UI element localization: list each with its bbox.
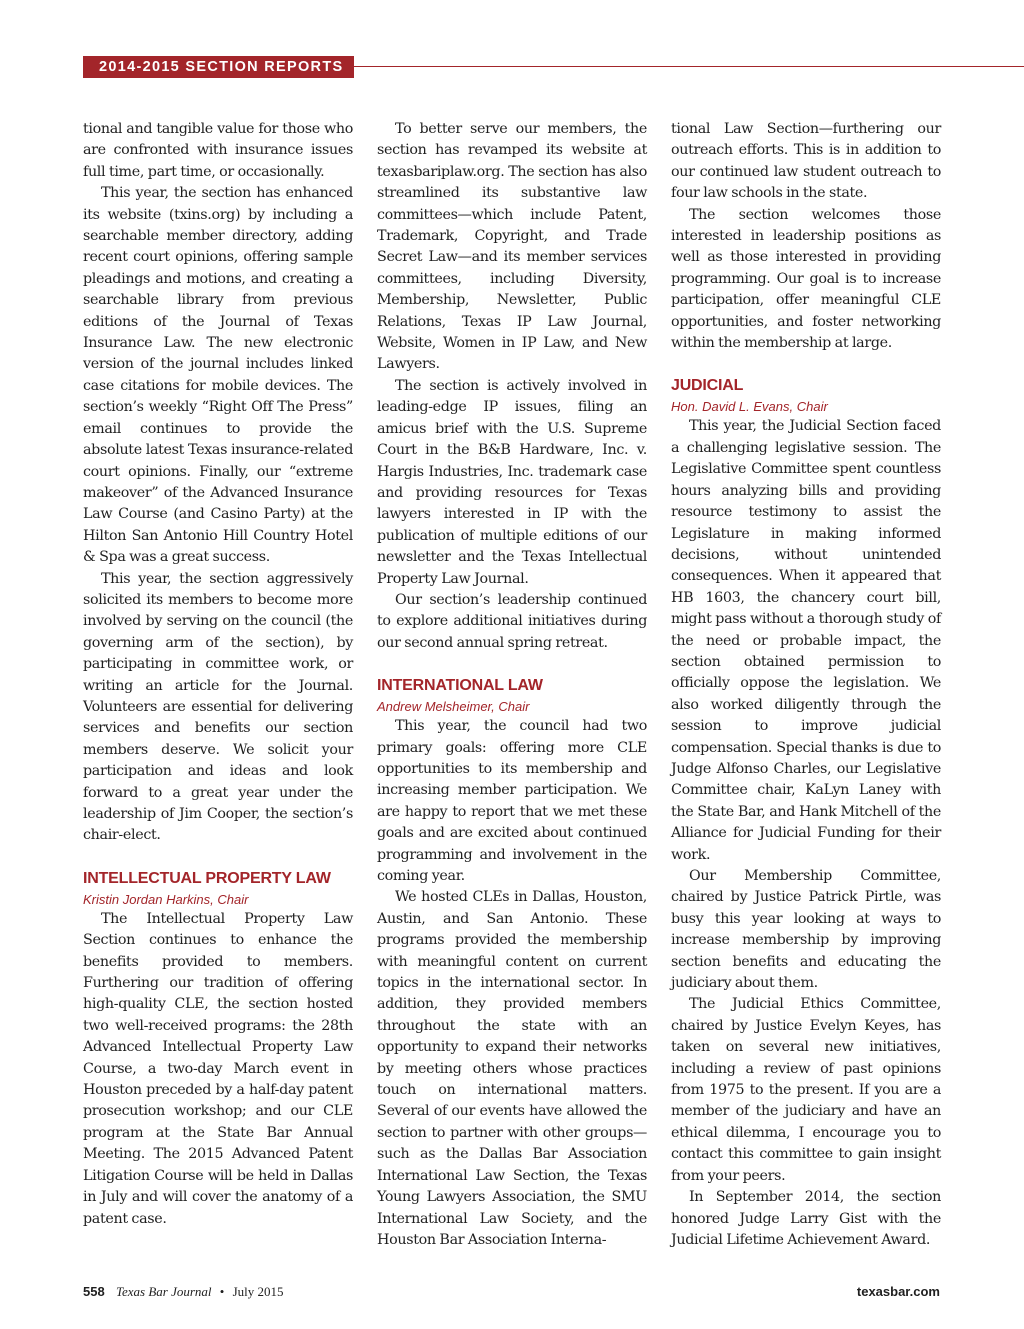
column-3 xyxy=(671,119,941,1251)
paragraph: The section is actively involved in leading-edge IP issues, filing an amicus brief with the U.S. Supreme Court in the B&B Hardware, Inc. v. Hargis Industries, Inc. trademark case and providing resources for Texas lawyers interested in IP with the publication of multiple editions of our newsletter and the Texas Intellectual Property Law Journal. xyxy=(377,377,647,587)
paragraph: Our Membership Committee, chaired by Justice Patrick Pirtle, was busy this year looking at ways to increase membership by improving section benefits and educating the judiciary about them. xyxy=(671,868,941,992)
paragraph: In September 2014, the section honored Judge Larry Gist with the Judicial Lifetime Achievement Award. xyxy=(671,1189,941,1248)
paragraph: We hosted CLEs in Dallas, Houston, Austin, and San Antonio. These programs provided the membership with meaningful content on current topics in the international sector. In addition, they provided members throughout the state with an opportunity to expand their networks by meeting others whose practices touch on international matters. Several of our events have allowed the section to partner with other groups—such as the Dallas Bar Association International Law Section, the Texas Young Lawyers Association, the SMU International Law Society, and the Houston Bar Association Interna- xyxy=(377,889,647,1248)
page-number: 558 xyxy=(83,1284,105,1299)
footer-left xyxy=(83,1284,284,1300)
paragraph: This year, the section aggressively solicited its members to become more involved by serving on the council (the governing arm of the section), by participating in committee work, or writing an article for the Journal. Volunteers are essential for delivering services and benefits our section members deserve. We solicit your participation and ideas and look forward to a great year under the leadership of Jim Cooper, the section’s chair-elect. xyxy=(83,570,353,844)
paragraph: tional and tangible value for those who are confronted with insurance issues full time, part time, or occasionally. xyxy=(83,121,353,180)
section-title-judicial: JUDICIAL xyxy=(671,377,744,395)
paragraph: The section welcomes those interested in leadership positions as well as those interested in providing programming. Our goal is to increase participation, offer meaningful CLE opportunities, and foster networking within the membership at large. xyxy=(671,206,941,352)
section-chair-intellectual-property: Kristin Jordan Harkins, Chair xyxy=(83,891,249,907)
issue-date: July 2015 xyxy=(232,1284,284,1299)
section-header-title: 2014-2015 SECTION REPORTS xyxy=(99,59,344,75)
section-header-band xyxy=(83,56,354,78)
bullet-separator: • xyxy=(219,1284,225,1299)
paragraph: Our section’s leadership continued to explore additional initiatives during our second annual spring retreat. xyxy=(377,591,647,651)
paragraph: This year, the section has enhanced its website (txins.org) by including a searchable member directory, adding recent court opinions, offering sample pleadings and motions, and creating a searchable library from previous editions of the Journal of Texas Insurance Law. The new electronic version of the journal includes linked case citations for mobile devices. The section’s weekly “Right Off The Press” email continues to provide the absolute latest Texas insurance-related court opinions. Finally, our “extreme makeover” of the Advanced Insurance Law Course (and Casino Party) at the Hilton San Antonio Hill Country Hotel & Spa was a great success. xyxy=(83,185,353,566)
header-rule xyxy=(354,66,1024,67)
section-title-intellectual-property: INTELLECTUAL PROPERTY LAW xyxy=(83,869,331,887)
section-title-international-law: INTERNATIONAL LAW xyxy=(377,677,543,695)
column-2 xyxy=(377,119,647,1251)
paragraph: The Judicial Ethics Committee, chaired by Justice Evelyn Keyes, has taken on several new initiatives, including a review of past opinions from 1975 to the present. If you are a member of the judiciary and have an ethical dilemma, I encourage you to contact this committee to gain insight from your peers. xyxy=(671,996,941,1184)
publication-name: Texas Bar Journal xyxy=(115,1284,212,1299)
paragraph: This year, the council had two primary goals: offering more CLE opportunities to its membership and increasing member participation. We are happy to report that we met these goals and are excited about continued programming and involvement in the coming year. xyxy=(377,718,647,884)
website-link[interactable]: texasbar.com xyxy=(856,1284,940,1299)
section-chair-international-law: Andrew Melsheimer, Chair xyxy=(377,699,530,715)
column-1 xyxy=(83,119,353,1230)
paragraph: The Intellectual Property Law Section continues to enhance the benefits provided to members. Furthering our tradition of offering high-quality CLE, the section hosted two well-received programs: the 28th Advanced Intellectual Property Law Course, a two-day March event in Houston preceded by a half-day patent prosecution workshop; and our CLE program at the State Bar Annual Meeting. The 2015 Advanced Patent Litigation Course will be held in Dallas in July and will cover the anatomy of a patent case. xyxy=(83,910,353,1227)
section-chair-judicial: Hon. David L. Evans, Chair xyxy=(671,399,828,415)
paragraph: To better serve our members, the section has revamped its website at texasbariplaw.org. The section has also streamlined its substantive law committees—which include Patent, Trademark, Copyright, and Trade Secret Law—and its member services committees, including Diversity, Membership, Newsletter, Public Relations, Texas IP Law Journal, Website, Women in IP Law, and New Lawyers. xyxy=(377,121,647,373)
paragraph: tional Law Section—furthering our outreach efforts. This is in addition to our continued law student outreach to four law schools in the state. xyxy=(671,121,941,202)
paragraph: This year, the Judicial Section faced a challenging legislative session. The Legislative Committee spent countless hours analyzing bills and providing resource testimony to assist the Legislature in making informed decisions, without unintended consequences. When it appeared that HB 1603, the chancery court bill, might pass without a thorough study of the need or probable impact, the section obtained permission to officially oppose the legislation. We also worked diligently through the session to improve judicial compensation. Special thanks is due to Judge Alfonso Charles, our Legislative Committee chair, KaLyn Laney with the State Bar, and Hank Mitchell of the Alliance for Judicial Funding for their work. xyxy=(671,418,941,863)
